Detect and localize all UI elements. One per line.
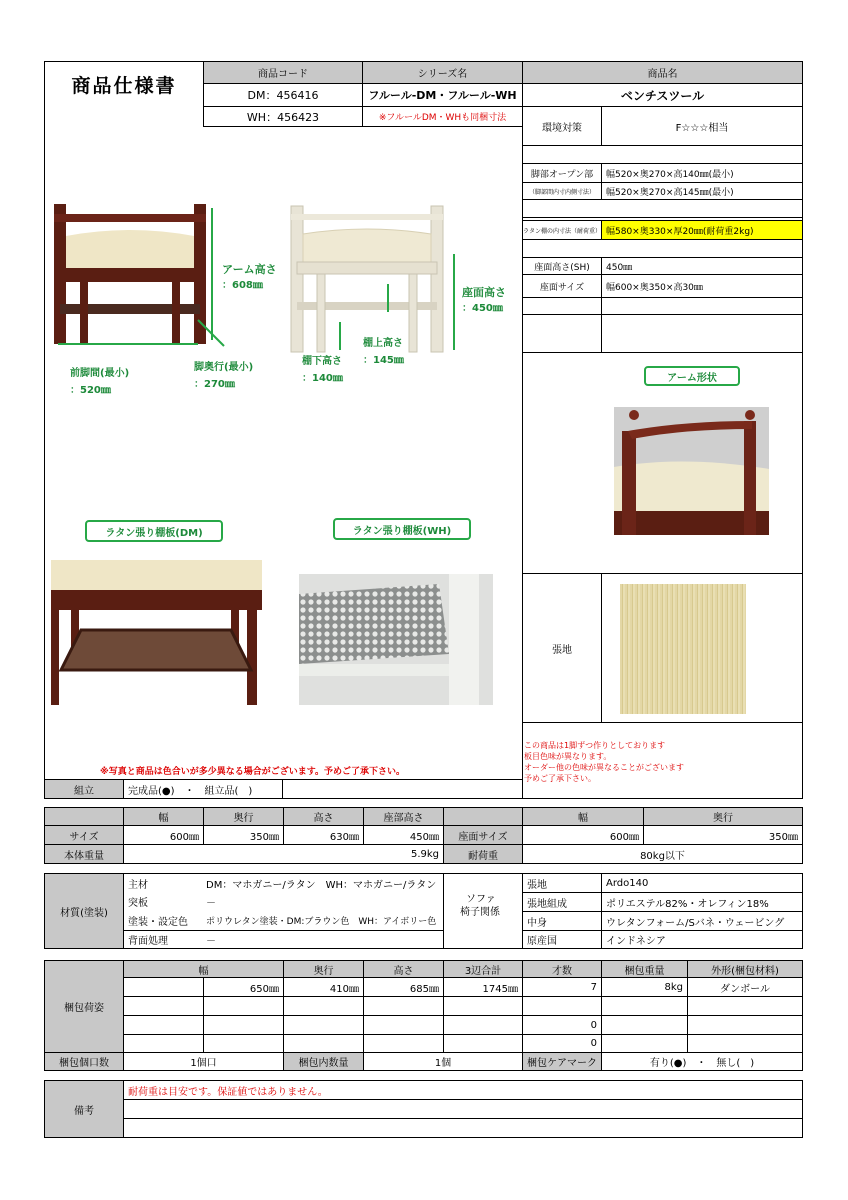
packing-header-outer: 外形(梱包材料) [687,960,803,978]
sofa-comp-value: ポリエステル82%・オレフィン18% [606,898,769,910]
photo-note: ※写真と商品は色合いが多少異なる場合がございます。予めご了承下さい。 [100,767,406,777]
packing-inner-value: 1個 [363,1052,523,1071]
size-header-blank-2 [443,807,523,826]
rattan-dm-badge: ラタン張り棚板(DM) [85,520,223,542]
size-header-seat-depth: 奥行 [643,807,803,826]
material-paint-label: 塗装・設定色 [128,916,188,928]
seat-height-dim-label: 座面高さ [462,286,506,299]
size-seat-value: 450㎜ [363,825,444,845]
packing-header-sai: 才数 [522,960,602,978]
packing-outer-value: ダンボール [720,983,770,995]
packing-section-label: 梱包荷姿 [44,960,124,1053]
material-main-value: DM：マホガニー/ラタン WH：マホガニー/ラタン [206,879,437,891]
env-label: 環境対策 [522,106,602,146]
remarks-label: 備考 [44,1080,124,1138]
weight-label: 本体重量 [44,844,124,864]
material-paint-value: ポリウレタン塗装・DM:ブラウン色 WH：アイボリー色 [206,916,437,927]
code-wh: WH：456423 [203,106,363,127]
leg-depth-label: 脚奥行(最小) [194,362,254,373]
packing-header-depth: 奥行 [283,960,364,978]
sofa-fabric-label: 張地 [527,879,547,891]
size-width-value: 600㎜ [123,825,204,845]
doc-title: 商品仕様書 [71,75,177,97]
leg-open-label: 脚部オープン部 [522,163,602,183]
packing-width-value: 650㎜ [249,983,279,995]
sofa-fabric-value: Ardo140 [606,877,649,889]
material-veneer-label: 突板 [128,897,148,909]
arm-height-label: アーム高さ [222,263,277,276]
material-back-value: － [206,935,216,947]
weight-value: 5.9kg [123,844,444,864]
series-note: ※フルールDM・WHも同梱寸法 [362,106,523,127]
packing-header-height: 高さ [363,960,444,978]
seat-size-label: 座面サイズ [522,274,602,298]
arm-shape-badge: アーム形状 [644,366,740,386]
sofa-origin-label: 原産国 [527,936,557,947]
size-header-height: 高さ [283,807,364,826]
shelf-under-value: ：140㎜ [302,373,343,384]
seat-height-label: 座面高さ(SH) [522,257,602,275]
size-label: サイズ [44,825,124,845]
packing-sai-row3: 0 [590,1019,597,1031]
fabric-swatch [620,584,746,714]
code-label: 商品コード [203,61,363,84]
packing-sai-value: 7 [590,981,597,993]
material-section-label: 材質(塗装) [44,873,124,949]
size-header-blank [44,807,124,826]
remarks-line-1: 耐荷重は目安です。保証値ではありません。 [128,1086,328,1098]
leg-inner-value: 幅520×奥270×高145㎜(最小) [601,182,803,200]
seat-height-dim-value: ：450㎜ [462,303,503,314]
code-dm: DM：456416 [203,83,363,107]
shelf-top-label: 棚上高さ [363,338,403,349]
seat-size-value: 幅600×奥350×高30㎜ [601,274,803,298]
size-header-seat: 座部高さ [363,807,444,826]
size-header-width: 幅 [123,807,204,826]
seat-size-table-label: 座面サイズ [443,825,523,845]
rattan-dm-photo [51,560,262,705]
packing-care-value: 有り(●) ・ 無し( ) [601,1052,803,1071]
material-back-label: 背面処理 [128,935,168,947]
sofa-fill-label: 中身 [527,917,547,929]
footnote-2: 板目色味が異なります。 [524,752,612,761]
assembly-value: 完成品(●) ・ 組立品( ) [123,779,283,799]
leg-depth-value: ：270㎜ [194,379,235,390]
load-value: 80kg以下 [522,844,803,864]
packing-height-value: 685㎜ [409,983,439,995]
series-label: シリーズ名 [362,61,523,84]
assembly-label: 組立 [44,779,124,799]
product-name: ベンチスツール [522,83,803,107]
footnote-3: オーダー他の色味が異なることがございます [524,763,684,772]
rattan-label: ラタン棚の内寸法（耐荷重） [522,220,602,240]
arm-photo [614,407,769,535]
packing-inner-label: 梱包内数量 [283,1052,364,1071]
arm-height-value: ：608㎜ [222,280,263,291]
packing-depth-value: 410㎜ [329,983,359,995]
packing-header-width: 幅 [123,960,284,978]
leg-open-value: 幅520×奥270×高140㎜(最小) [601,163,803,183]
front-leg-value: ：520㎜ [70,385,111,396]
load-label: 耐荷重 [443,844,523,864]
env-value: F☆☆☆相当 [601,106,803,146]
footnote-1: この商品は1脚ずつ作りとしております [524,741,666,750]
packing-count-value: 1個口 [123,1052,284,1071]
seat-size-depth-value: 350㎜ [643,825,803,845]
packing-header-weight: 梱包重量 [601,960,688,978]
packing-sai-row4: 0 [590,1038,597,1049]
seat-height-value: 450㎜ [601,257,803,275]
sofa-fill-value: ウレタンフォーム/Sバネ・ウェービング [606,917,785,929]
sofa-label-2: 椅子関係 [460,907,500,918]
fabric-label: 張地 [552,644,572,656]
shelf-under-label: 棚下高さ [302,356,342,367]
rattan-wh-badge: ラタン張り棚板(WH) [333,518,471,540]
packing-header-sum: 3辺合計 [443,960,523,978]
footnote-4: 予めご了承下さい。 [524,774,596,783]
size-height-value: 630㎜ [283,825,364,845]
leg-inner-label: （脚部間内寸内側寸法） [522,182,602,200]
size-header-seat-width: 幅 [522,807,644,826]
packing-count-label: 梱包個口数 [44,1052,124,1071]
size-header-depth: 奥行 [203,807,284,826]
rattan-value: 幅580×奥330×厚20㎜(耐荷重2kg) [601,220,803,240]
material-main-label: 主材 [128,879,148,891]
material-veneer-value: － [206,897,216,909]
sofa-label-1: ソファ [466,894,496,905]
dim-arrows-dm [48,200,238,360]
size-depth-value: 350㎜ [203,825,284,845]
sofa-origin-value: インドネシア [606,936,666,947]
seat-size-width-value: 600㎜ [522,825,644,845]
packing-weight-value: 8kg [664,981,683,993]
front-leg-label: 前脚間(最小) [70,368,130,379]
packing-sum-value: 1745㎜ [482,983,518,995]
sofa-comp-label: 張地組成 [527,898,567,910]
name-label: 商品名 [522,61,803,84]
shelf-top-value: ：145㎜ [363,355,404,366]
rattan-wh-photo [299,574,493,705]
series-value: フルール-DM・フルール-WH [362,83,523,107]
packing-care-label: 梱包ケアマーク [522,1052,602,1071]
